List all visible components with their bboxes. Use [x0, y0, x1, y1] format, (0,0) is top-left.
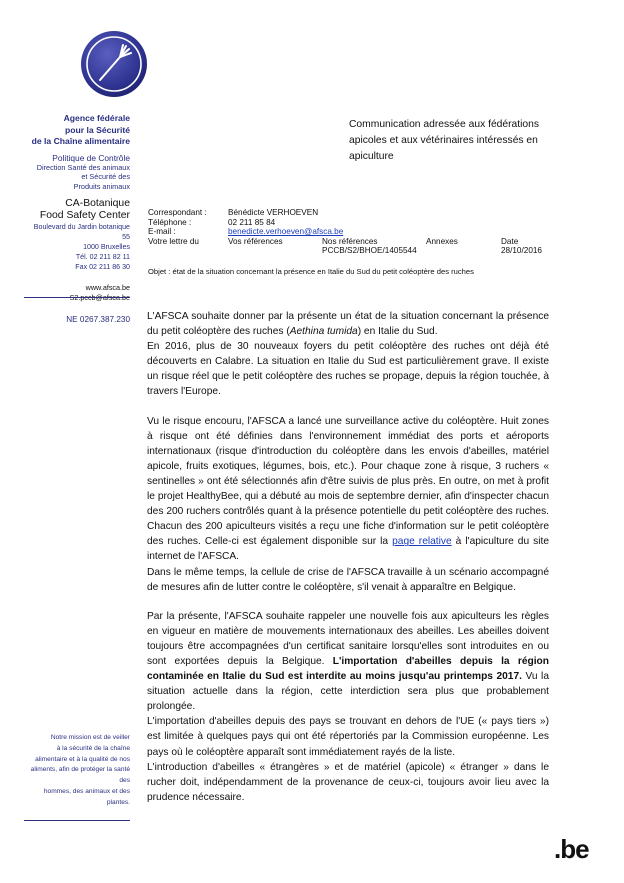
office-org: CA-Botanique: [65, 198, 130, 209]
ne-number: NE 0267.387.230: [66, 315, 130, 324]
text-run: L'AFSCA souhaite donner par la présente un état de la situation concernant la présence du petit coléoptère des ruches (: [147, 311, 549, 338]
paragraph: Dans le même temps, la cellule de crise de l'AFSCA travaille à un scénario accompagné de mesures afin de lutter contre le coléoptère, s'il venait à apparaître en Belgique.: [147, 566, 549, 593]
mission-divider: [24, 820, 130, 821]
vos-references-label: Vos références: [228, 236, 283, 246]
address-line: 1000 Bruxelles: [83, 243, 130, 251]
paragraph: [147, 309, 549, 339]
date-label: Date: [501, 236, 519, 246]
email-label: E-mail :: [148, 227, 176, 237]
paragraph: [147, 609, 549, 715]
mission-line: à la sécurité de la chaîne: [56, 744, 130, 752]
paragraph: En 2016, plus de 30 nouveaux foyers du petit coléoptère des ruches ont déjà été découverts en Calabre. La situation en Italie du Sud est particulièrement grave. Il existe un risque réel que le petit coléoptère des ruches se propage, depuis la région touchée, à travers l'Europe.: [147, 341, 549, 398]
subject-line: Objet : état de la situation concernant la présence en Italie du Sud du petit coléoptère des ruches: [148, 267, 474, 276]
department-line: Produits animaux: [73, 181, 130, 191]
recipient-block: Communication adressée aux fédérations apicoles et aux vétérinaires intéressés en apiculture: [349, 119, 540, 162]
office-phone: Tél. 02 211 82 11: [75, 253, 130, 261]
agency-line: pour la Sécurité: [65, 124, 130, 135]
text-run: Par la présente, l'AFSCA souhaite rappeler une nouvelle fois aux apiculteurs les règles en vigueur en matière de mouvements internationaux des abeilles. Les abeilles doivent toujours être accompagnées d'un certificat sanitaire lorsqu'elles sont introduites en ou sont exportées depuis la Belgique.: [147, 610, 549, 667]
web-contacts: [0, 283, 130, 303]
agency-line: Agence fédérale: [63, 113, 130, 123]
address-line: Boulevard du Jardin botanique: [33, 223, 130, 231]
text-run: à l'apiculture du site internet de l'AFSCA.: [147, 536, 549, 563]
sidebar-divider: [24, 297, 130, 298]
department: [0, 154, 130, 191]
import-ban-statement: L'importation d'abeilles depuis la région contaminée en Italie du Sud est interdite au moins jusqu'au printemps 2017.: [147, 655, 549, 683]
department-line: Politique de Contrôle: [52, 153, 130, 163]
text-run: ) en Italie du Sud.: [357, 326, 438, 338]
agency-name: [0, 113, 130, 148]
paragraph: [147, 414, 549, 565]
date-value: 28/10/2016: [501, 246, 542, 256]
mission-line: plantes.: [106, 798, 130, 806]
correspondant-email-link[interactable]: benedicte.verhoeven@afsca.be: [228, 227, 344, 237]
email-link[interactable]: [0, 293, 130, 303]
address-line: 55: [122, 233, 130, 241]
paragraph: L'importation d'abeilles depuis des pays se trouvant en dehors de l'UE (« pays tiers ») est limitée à quelques pays qui ont été répertoriés par la Commission européenne. Les pays où le coléoptère apparaît sont immédiatement rayés de la liste.: [147, 716, 549, 758]
correspondant-label: Correspondant :: [148, 208, 207, 217]
correspondant-value: Bénédicte VERHOEVEN: [228, 208, 319, 217]
telephone-label: Téléphone :: [148, 217, 192, 227]
paragraph: L'introduction d'abeilles « étrangères » et de matériel (apicole) « étranger » dans le rucher doit, indépendamment de la provenance de ceux-ci, toujours avoir lieu avec la prudence nécessaire.: [147, 761, 549, 803]
mission-line: alimentaire et à la qualité de nos: [35, 755, 130, 763]
mission-line: aliments, afin de protéger la santé: [30, 766, 130, 774]
page-relative-link[interactable]: page relative: [392, 536, 452, 548]
mission-line: des: [119, 777, 130, 785]
text-run: Vu la situation actuelle dans la région, cette interdiction sera plus que probablement prolongée.: [147, 671, 549, 713]
mission-line: hommes, des animaux et des: [43, 787, 130, 795]
office-org: Food Safety Center: [39, 210, 130, 221]
annexes-label: Annexes: [426, 236, 458, 246]
afsca-logo-icon: [80, 30, 148, 98]
mission-statement: [0, 733, 130, 809]
agency-line: de la Chaîne alimentaire: [31, 136, 130, 146]
telephone-value: 02 211 85 84: [228, 217, 276, 227]
votre-lettre-label: Votre lettre du: [148, 236, 199, 246]
office-fax: Fax 02 211 86 30: [75, 263, 130, 271]
text-run: Vu le risque encouru, l'AFSCA a lancé une surveillance active du coléoptère. Huit zones à risque ont été définies dans l'environnement immédiat des ports et aéroports internationaux (risque d'introduction du coléoptère dans les envois d'abeilles, matériel apicole, fruits exotiques, légumes, bois, etc.). Pour chaque zone à risque, 3 ruchers « sentinelles » ont été sélectionnés afin d'être suivis de plus près. En outre, on met à profit le projet HealthyBee, qui a débuté au mois de septembre dernier, afin d'inspecter chacun des 200 ruchers contrôlés quant à la présence potentielle du petit coléoptère des ruches. Chacun des 200 apiculteurs visités a reçu une fiche d'information sur le petit coléoptère des ruches. Celle-ci est également disponible sur la: [147, 415, 549, 548]
letter-body: [147, 309, 549, 805]
office-address: [0, 198, 130, 272]
mission-line: Notre mission est de veiller: [50, 734, 130, 741]
department-line: Direction Santé des animaux: [36, 163, 130, 173]
nos-references-value: PCCB/S2/BHOE/1405544: [322, 246, 417, 256]
department-line: et Sécurité des: [81, 172, 130, 182]
be-logo: .be: [554, 834, 589, 864]
nos-references-label: Nos références: [322, 236, 378, 246]
website-link[interactable]: www.afsca.be: [85, 283, 130, 292]
species-name: Aethina tumida: [289, 326, 358, 338]
